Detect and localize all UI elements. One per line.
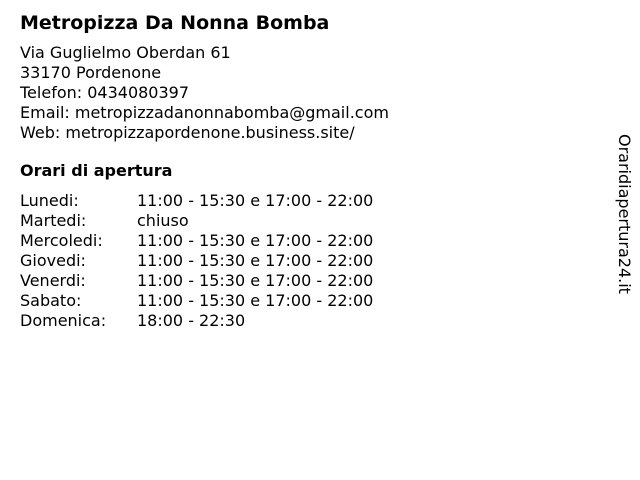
hours-row-monday — [20, 191, 373, 211]
site-brand-label: Oraridiapertura24.it — [615, 134, 634, 294]
hours-row-friday — [20, 271, 373, 291]
business-name: Metropizza Da Nonna Bomba — [20, 12, 330, 34]
day-label: Giovedi: — [20, 251, 86, 270]
email-line[interactable]: Email: metropizzadanonnabomba@gmail.com — [20, 103, 389, 122]
day-label: Mercoledi: — [20, 231, 103, 250]
site-brand-vertical — [612, 134, 636, 314]
address-street: Via Guglielmo Oberdan 61 — [20, 43, 231, 62]
business-card — [20, 10, 600, 331]
phone-line[interactable]: Telefon: 0434080397 — [20, 83, 190, 102]
hours-row-sunday — [20, 311, 373, 331]
day-hours: 11:00 - 15:30 e 17:00 - 22:00 — [137, 291, 374, 310]
day-hours: 11:00 - 15:30 e 17:00 - 22:00 — [137, 271, 374, 290]
opening-hours-table — [20, 191, 373, 331]
opening-hours-title: Orari di apertura — [20, 161, 173, 180]
day-label: Venerdi: — [20, 271, 86, 290]
day-label: Lunedi: — [20, 191, 79, 210]
day-label: Domenica: — [20, 311, 107, 330]
hours-row-wednesday — [20, 231, 373, 251]
day-label: Martedi: — [20, 211, 87, 230]
day-hours: 18:00 - 22:30 — [137, 311, 246, 330]
hours-row-tuesday — [20, 211, 373, 231]
day-hours: chiuso — [137, 211, 189, 230]
website-line[interactable]: Web: metropizzapordenone.business.site/ — [20, 123, 355, 142]
day-hours: 11:00 - 15:30 e 17:00 - 22:00 — [137, 251, 374, 270]
hours-row-thursday — [20, 251, 373, 271]
day-hours: 11:00 - 15:30 e 17:00 - 22:00 — [137, 231, 374, 250]
day-label: Sabato: — [20, 291, 82, 310]
address-city: 33170 Pordenone — [20, 63, 162, 82]
day-hours: 11:00 - 15:30 e 17:00 - 22:00 — [137, 191, 374, 210]
hours-row-saturday — [20, 291, 373, 311]
